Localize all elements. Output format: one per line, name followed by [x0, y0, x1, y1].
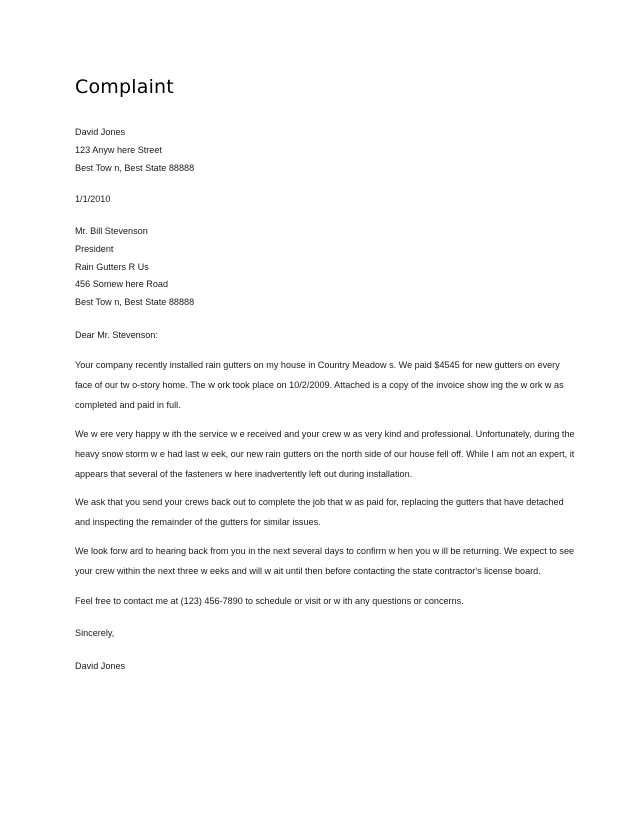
- letter-title: Complaint: [75, 76, 174, 98]
- recipient-company: Rain Gutters R Us: [75, 262, 149, 272]
- body-paragraph: [75, 541, 575, 581]
- sender-name: David Jones: [75, 127, 126, 137]
- paragraph-line: We w ere very happy w ith the service w e received and your crew w as very kind and professional. Unfortunately, during the: [75, 429, 575, 439]
- paragraph-line: and inspecting the remainder of the gutters for similar issues.: [75, 517, 321, 527]
- paragraph-line: We look forw ard to hearing back from you in the next several days to confirm w hen you w ill be returning. We expect to see: [75, 546, 575, 556]
- salutation: Dear Mr. Stevenson:: [75, 330, 158, 340]
- paragraph-line: Feel free to contact me at (123) 456-7890 to schedule or visit or w ith any questions or concerns.: [75, 596, 464, 606]
- body-paragraph: [75, 492, 565, 532]
- paragraph-line: appears that several of the fasteners w here inadvertently left out during installation.: [75, 469, 413, 479]
- body-paragraph: [75, 355, 565, 415]
- body-paragraph: [75, 591, 565, 611]
- recipient-street: 456 Somew here Road: [75, 279, 169, 289]
- paragraph-line: face of our tw o-story home. The w ork took place on 10/2/2009. Attached is a copy of the invoice show ing the w ork w as: [75, 380, 564, 390]
- paragraph-line: completed and paid in full.: [75, 400, 181, 410]
- paragraph-line: heavy snow storm w e had last w eek, our new rain gutters on the north side of our house fell off. While I am not an expert, it: [75, 449, 575, 459]
- paragraph-line: Your company recently installed rain gutters on my house in Country Meadow s. We paid $4545 for new gutters on every: [75, 360, 560, 370]
- sender-city: Best Tow n, Best State 88888: [75, 163, 195, 173]
- paragraph-line: We ask that you send your crews back out to complete the job that w as paid for, replacing the gutters that have detached: [75, 497, 564, 507]
- recipient-name: Mr. Bill Stevenson: [75, 226, 148, 236]
- body-paragraph: [75, 424, 575, 484]
- closing: Sincerely,: [75, 628, 115, 638]
- paragraph-line: your crew within the next three w eeks and will w ait until then before contacting the state contractor's license board.: [75, 566, 541, 576]
- recipient-title: President: [75, 244, 114, 254]
- sender-street: 123 Anyw here Street: [75, 145, 162, 155]
- letter-date: 1/1/2010: [75, 194, 111, 204]
- signature: David Jones: [75, 661, 126, 671]
- recipient-city: Best Tow n, Best State 88888: [75, 297, 195, 307]
